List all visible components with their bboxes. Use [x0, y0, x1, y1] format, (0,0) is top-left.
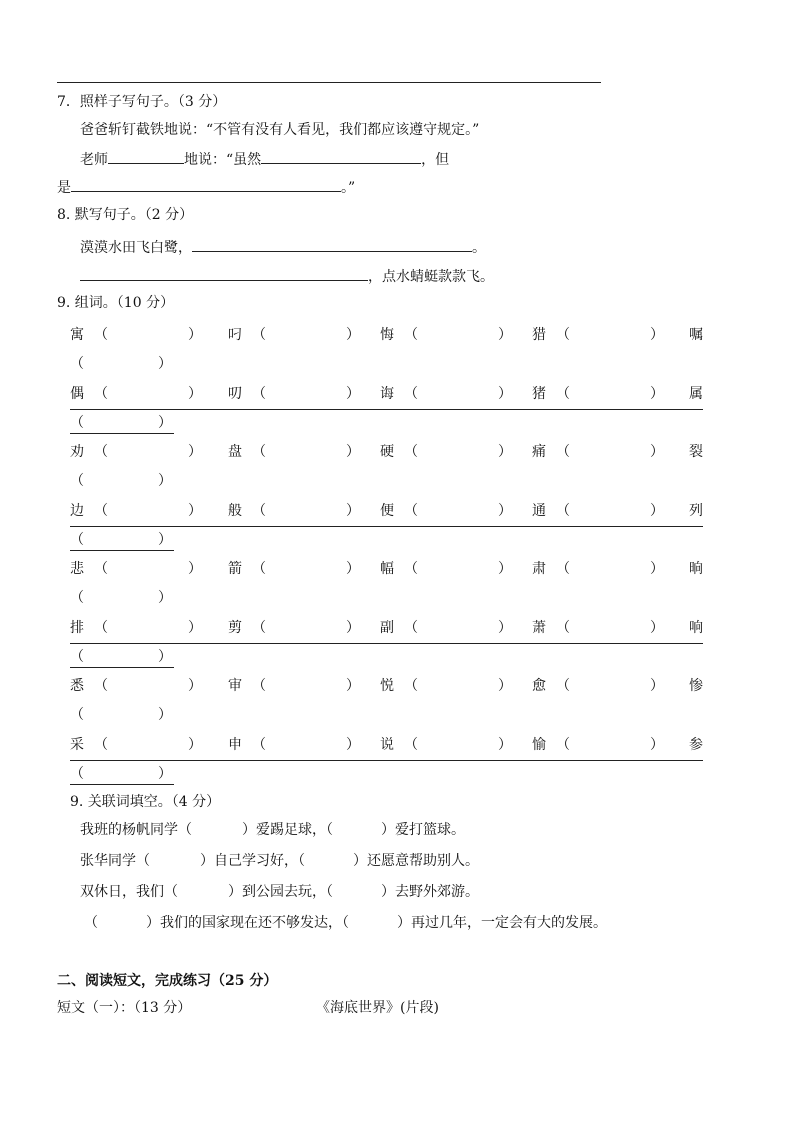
q8-blank-2[interactable] [80, 265, 368, 281]
q9-open-paren: （ [404, 678, 418, 694]
q9-cell [228, 325, 360, 345]
q9-cell [532, 325, 664, 345]
q9b-s1-c: ）爱打篮球。 [381, 822, 465, 838]
q9-cell [70, 501, 202, 521]
q9-char: 猪 [532, 385, 546, 402]
q9-open-paren: （ [94, 502, 108, 519]
q9-row [70, 381, 703, 431]
q9-char: 劝 [70, 444, 84, 460]
q9-open-paren: （ [404, 327, 418, 343]
q9-open-paren: （ [252, 327, 266, 343]
q9-open-paren: （ [94, 619, 108, 636]
q9-char: 排 [70, 619, 84, 636]
q9-open-paren: （ [70, 473, 84, 489]
q9-cell [532, 676, 664, 696]
q7-line1-c: ，但 [421, 152, 450, 168]
q9-wrapped-answer [70, 588, 174, 608]
q7-line1-b: 地说：“虽然 [184, 152, 262, 168]
q9-char-last: 惨 [689, 678, 703, 694]
q9-close-paren: ） [498, 385, 512, 402]
q9-open-paren: （ [94, 327, 108, 343]
q9-close-paren: ） [498, 678, 512, 694]
q9-close-paren: ） [650, 502, 664, 519]
q9-open-paren: （ [70, 414, 84, 431]
q9-close-paren: ） [158, 414, 172, 431]
q9-close-paren: ） [346, 385, 360, 402]
q9-cell [228, 676, 360, 696]
q7-line2-b: 。” [341, 180, 356, 196]
q9b-title: 9. 关联词填空。（4 分） [70, 794, 221, 810]
q9-char: 愉 [532, 736, 546, 753]
q7-line2-a: 是 [57, 180, 71, 196]
q9-char: 便 [380, 502, 394, 519]
q9-close-paren: ） [346, 736, 360, 753]
q9-open-paren: （ [252, 678, 266, 694]
q9-open-paren: （ [70, 590, 84, 606]
q9-open-paren: （ [70, 356, 84, 372]
q9-close-paren: ） [498, 444, 512, 460]
q9-cell [228, 559, 360, 579]
q9-close-paren: ） [188, 678, 202, 694]
q9-cell [380, 559, 512, 579]
q9-char: 猎 [532, 327, 546, 343]
q9b-s4-a: （ [84, 915, 98, 931]
q7-blank-3[interactable] [71, 176, 341, 192]
q9-open-paren: （ [556, 678, 570, 694]
q9-wrapped-answer [70, 413, 174, 434]
q7-line1-a: 老师 [80, 152, 108, 168]
q9-char: 诲 [380, 385, 394, 402]
q8-line1-b: 。 [472, 240, 486, 256]
q9-close-paren: ） [346, 561, 360, 577]
q9b-s2-b: ）自己学习好，（ [200, 853, 305, 869]
q9-open-paren: （ [252, 385, 266, 402]
q9-open-paren: （ [252, 502, 266, 519]
q9-close-paren: ） [346, 502, 360, 519]
q9-char: 萧 [532, 619, 546, 636]
q9-char: 通 [532, 502, 546, 519]
q9-cell [380, 676, 512, 696]
q9-char: 审 [228, 678, 242, 694]
q7-blank-2[interactable] [261, 148, 421, 164]
q9-char: 幅 [380, 561, 394, 577]
q9-char-last: 列 [689, 502, 703, 519]
q9b-s3-b: ）到公园去玩，（ [228, 884, 333, 900]
q9-cell [70, 384, 202, 404]
q9-cell [228, 384, 360, 404]
top-rule [57, 82, 601, 83]
q9-cell [380, 501, 512, 521]
q9-char: 愈 [532, 678, 546, 694]
q9-close-paren: ） [188, 619, 202, 636]
q7-line2 [57, 176, 355, 198]
q9b-s3-a: 双休日，我们（ [80, 884, 178, 900]
q9b-sentence-1 [80, 820, 465, 840]
q9-open-paren: （ [556, 385, 570, 402]
passage-title: 《海底世界》(片段) [316, 1000, 439, 1016]
passage-label: 短文（一）：（13 分） [57, 1000, 192, 1016]
q9-close-paren: ） [650, 619, 664, 636]
q9-close-paren: ） [650, 736, 664, 753]
q9-wrapped-answer [70, 647, 174, 668]
q9-row [70, 322, 703, 372]
q8-line2 [80, 265, 494, 287]
q9-char: 箭 [228, 561, 242, 577]
q9-close-paren: ） [158, 765, 172, 782]
q9b-s2-a: 张华同学（ [80, 853, 150, 869]
q9-close-paren: ） [188, 736, 202, 753]
q9-close-paren: ） [158, 648, 172, 665]
q9-open-paren: （ [70, 707, 84, 723]
q9-close-paren: ） [188, 502, 202, 519]
q9-char: 副 [380, 619, 394, 636]
q9-close-paren: ） [650, 385, 664, 402]
q9-close-paren: ） [158, 356, 172, 372]
q9-char-last: 晌 [689, 561, 703, 577]
q9-cell [380, 618, 512, 638]
q7-title: 7．照样子写句子。（3 分） [57, 94, 227, 110]
q9-cell [380, 442, 512, 462]
q9-cell [228, 735, 360, 755]
q9-row [70, 615, 703, 665]
q9-cell [70, 325, 202, 345]
q9-open-paren: （ [252, 736, 266, 753]
q9-open-paren: （ [556, 502, 570, 519]
q9-char: 肃 [532, 561, 546, 577]
q8-title: 8. 默写句子。（2 分） [57, 207, 194, 223]
q9-open-paren: （ [404, 736, 418, 753]
q9-open-paren: （ [252, 561, 266, 577]
q9-char-last: 参 [689, 736, 703, 753]
q8-blank-1[interactable] [192, 236, 472, 252]
q9-close-paren: ） [498, 327, 512, 343]
q9-close-paren: ） [650, 327, 664, 343]
q8-line1-a: 漠漠水田飞白鹭， [80, 240, 192, 256]
q9-open-paren: （ [556, 444, 570, 460]
q9-close-paren: ） [188, 327, 202, 343]
q9-char-last: 裂 [689, 444, 703, 460]
q9-row [70, 673, 703, 723]
q9-open-paren: （ [556, 619, 570, 636]
q9-char: 盘 [228, 444, 242, 460]
q9-open-paren: （ [252, 444, 266, 460]
q9-row [70, 498, 703, 548]
q9-char: 边 [70, 502, 84, 519]
q9-cell [380, 735, 512, 755]
q7-blank-1[interactable] [108, 148, 184, 164]
q9-open-paren: （ [556, 327, 570, 343]
q9-open-paren: （ [404, 444, 418, 460]
q9-cell [532, 735, 664, 755]
q9-close-paren: ） [346, 619, 360, 636]
q9b-sentence-4 [84, 913, 607, 933]
q9-close-paren: ） [346, 678, 360, 694]
q8-line1 [80, 236, 486, 258]
q9-cell [532, 559, 664, 579]
q9-wrapped-answer [70, 354, 174, 374]
q9-cell [70, 559, 202, 579]
q9-row [70, 439, 703, 489]
q9b-sentence-3 [80, 882, 479, 902]
q9-char-last: 响 [689, 619, 703, 636]
q9-row [70, 732, 703, 782]
q9-close-paren: ） [650, 678, 664, 694]
q9-char: 寓 [70, 327, 84, 343]
q9-open-paren: （ [252, 619, 266, 636]
q9-char: 痛 [532, 444, 546, 460]
q9-row [70, 556, 703, 606]
q9-cell [70, 676, 202, 696]
q9-cell [70, 618, 202, 638]
q9-close-paren: ） [158, 531, 172, 548]
q9b-s4-c: ）再过几年，一定会有大的发展。 [397, 915, 607, 931]
q9-char: 叨 [228, 385, 242, 402]
q9-char: 剪 [228, 619, 242, 636]
q9-char-last: 属 [689, 385, 703, 402]
q9-cell [70, 442, 202, 462]
q9-close-paren: ） [346, 444, 360, 460]
q9-open-paren: （ [404, 561, 418, 577]
q9-char: 般 [228, 502, 242, 519]
q9-char-last: 嘱 [689, 327, 703, 343]
q8-line2-b: ，点水蜻蜓款款飞。 [368, 269, 494, 285]
q9-wrapped-answer [70, 705, 174, 725]
q9-title: 9. 组词。（10 分） [57, 295, 175, 311]
q9-open-paren: （ [556, 736, 570, 753]
q9-wrapped-answer [70, 530, 174, 551]
q9-char: 说 [380, 736, 394, 753]
q9-close-paren: ） [188, 561, 202, 577]
q9-close-paren: ） [650, 444, 664, 460]
q7-example: 爸爸斩钉截铁地说：“不管有没有人看见，我们都应该遵守规定。” [80, 122, 480, 138]
q9-cell [380, 325, 512, 345]
q9b-s2-c: ）还愿意帮助别人。 [353, 853, 479, 869]
q9-open-paren: （ [70, 765, 84, 782]
q9b-s1-a: 我班的杨帆同学（ [80, 822, 192, 838]
q9-char: 悦 [380, 678, 394, 694]
q9-close-paren: ） [188, 444, 202, 460]
q9-char: 申 [228, 736, 242, 753]
q9-open-paren: （ [94, 736, 108, 753]
q9-close-paren: ） [498, 736, 512, 753]
q9b-s3-c: ）去野外郊游。 [381, 884, 479, 900]
q9-open-paren: （ [404, 619, 418, 636]
q9-wrapped-answer [70, 764, 174, 785]
q9-close-paren: ） [346, 327, 360, 343]
q9-close-paren: ） [498, 619, 512, 636]
q9-open-paren: （ [556, 561, 570, 577]
q9-close-paren: ） [498, 502, 512, 519]
q9-char: 悉 [70, 678, 84, 694]
q9-cell [532, 501, 664, 521]
q9-open-paren: （ [94, 444, 108, 460]
q9-cell [380, 384, 512, 404]
q9-open-paren: （ [70, 648, 84, 665]
q9-char: 悔 [380, 327, 394, 343]
q9-cell [228, 442, 360, 462]
q7-line1 [80, 148, 449, 170]
q9-close-paren: ） [158, 473, 172, 489]
q9-char: 偶 [70, 385, 84, 402]
q9-cell [70, 735, 202, 755]
q9-open-paren: （ [70, 531, 84, 548]
q9-close-paren: ） [498, 561, 512, 577]
q9b-s1-b: ）爱踢足球，（ [242, 822, 333, 838]
q9-cell [228, 501, 360, 521]
q9-open-paren: （ [404, 502, 418, 519]
q9-char: 采 [70, 736, 84, 753]
q9-wrapped-answer [70, 471, 174, 491]
q9b-s4-b: ）我们的国家现在还不够发达，（ [146, 915, 349, 931]
q9-char: 硬 [380, 444, 394, 460]
q9-cell [228, 618, 360, 638]
q9-open-paren: （ [94, 678, 108, 694]
q9-char: 叼 [228, 327, 242, 343]
q9-cell [532, 384, 664, 404]
q9-close-paren: ） [650, 561, 664, 577]
q9-open-paren: （ [94, 385, 108, 402]
q9-close-paren: ） [158, 707, 172, 723]
q9-open-paren: （ [404, 385, 418, 402]
q9-open-paren: （ [94, 561, 108, 577]
q9-close-paren: ） [188, 385, 202, 402]
q9-char: 悲 [70, 561, 84, 577]
q9-cell [532, 442, 664, 462]
q9b-sentence-2 [80, 851, 479, 871]
q9-cell [532, 618, 664, 638]
q9-close-paren: ） [158, 590, 172, 606]
section2-title: 二、阅读短文，完成练习（25 分） [57, 973, 278, 989]
